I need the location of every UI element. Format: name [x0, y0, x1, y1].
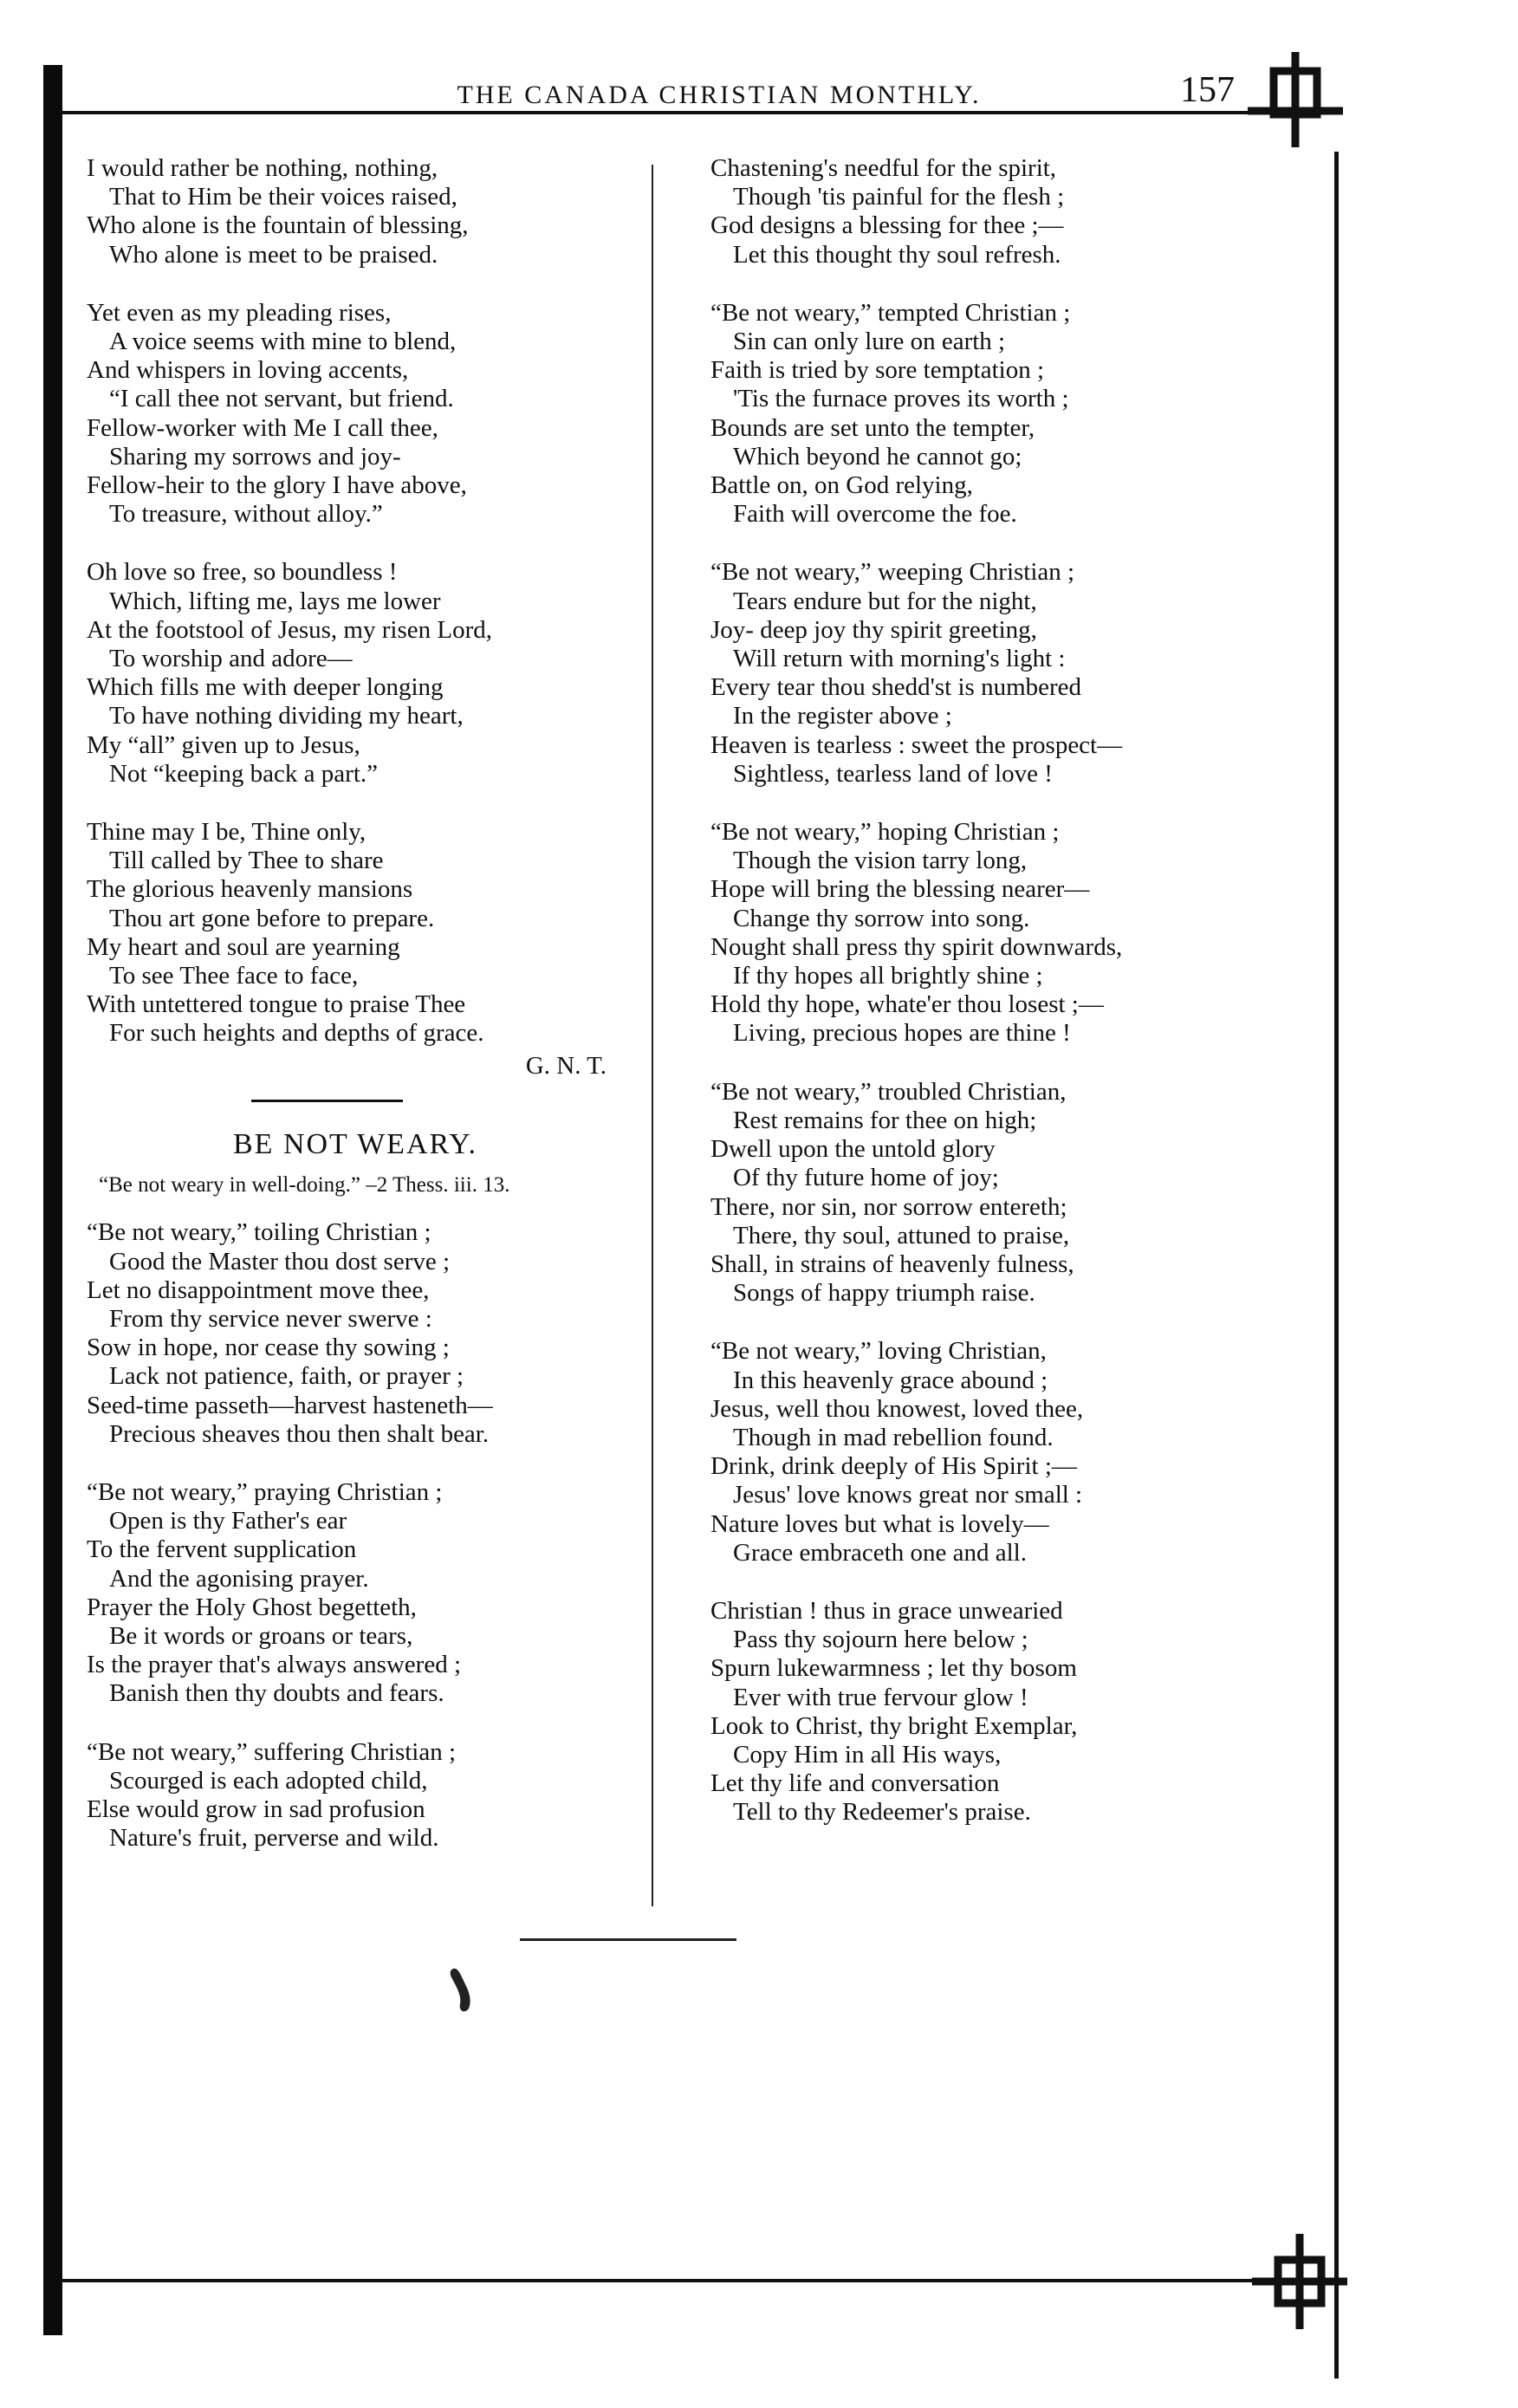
- poem2-stanza: [87, 1218, 624, 1449]
- verse-line: Living, precious hopes are thine !: [733, 1019, 1071, 1048]
- verse-line: And the agonising prayer.: [109, 1564, 369, 1593]
- poem2-stanza: [87, 1738, 624, 1853]
- verse-line: With untettered tongue to praise Thee: [87, 990, 466, 1019]
- verse-line: Joy- deep joy thy spirit greeting,: [710, 615, 1037, 644]
- verse-line: A voice seems with mine to blend,: [109, 328, 457, 356]
- verse-line: Bounds are set unto the tempter,: [710, 413, 1035, 442]
- verse-line: Till called by Thee to share: [109, 847, 384, 875]
- verse-line: Look to Christ, thy bright Exemplar,: [710, 1711, 1078, 1740]
- verse-line: “Be not weary,” weeping Christian ;: [710, 558, 1075, 587]
- poem2-stanza: [87, 1478, 624, 1709]
- verse-line: Sow in hope, nor cease thy sowing ;: [87, 1334, 450, 1362]
- poem2-stanza: [710, 154, 1265, 269]
- verse-line: Fellow-worker with Me I call thee,: [87, 413, 438, 442]
- verse-line: Sightless, tearless land of love !: [733, 759, 1053, 788]
- verse-line: And whispers in loving accents,: [87, 356, 409, 385]
- verse-line: “Be not weary,” loving Christian,: [710, 1337, 1047, 1366]
- verse-line: Sin can only lure on earth ;: [733, 328, 1006, 356]
- verse-line: Though the vision tarry long,: [733, 847, 1028, 875]
- poem2-stanza: [710, 818, 1265, 1048]
- verse-line: To have nothing dividing my heart,: [109, 702, 464, 730]
- poem1-stanza: [87, 154, 624, 269]
- verse-line: Change thy sorrow into song.: [733, 904, 1030, 932]
- verse-line: Every tear thou shedd'st is numbered: [710, 673, 1082, 702]
- verse-line: If thy hopes all brightly shine ;: [733, 962, 1043, 990]
- verse-line: My “all” given up to Jesus,: [87, 730, 360, 759]
- verse-line: Prayer the Holy Ghost begetteth,: [87, 1593, 417, 1621]
- verse-line: Spurn lukewarmness ; let thy bosom: [710, 1654, 1077, 1683]
- verse-line: For such heights and depths of grace.: [109, 1019, 484, 1048]
- verse-line: “Be not weary,” hoping Christian ;: [710, 818, 1060, 847]
- corner-ornament-bottom-right: [1252, 2234, 1347, 2329]
- poem1-stanza: [87, 558, 624, 789]
- verse-line: Heaven is tearless : sweet the prospect—: [710, 730, 1123, 759]
- verse-line: The glorious heavenly mansions: [87, 875, 413, 904]
- verse-line: Let thy life and conversation: [710, 1769, 1000, 1798]
- verse-line: Good the Master thou dost serve ;: [109, 1247, 451, 1275]
- verse-line: From thy service never swerve :: [109, 1304, 432, 1333]
- right-column: [710, 154, 1265, 1857]
- verse-line: Be it words or groans or tears,: [109, 1621, 413, 1650]
- verse-line: Pass thy sojourn here below ;: [733, 1626, 1028, 1654]
- verse-line: Which fills me with deeper longing: [87, 673, 444, 702]
- verse-line: Christian ! thus in grace unwearied: [710, 1596, 1063, 1625]
- verse-line: To worship and adore—: [109, 645, 353, 673]
- verse-line: “Be not weary,” toiling Christian ;: [87, 1218, 431, 1247]
- verse-line: Shall, in strains of heavenly fulness,: [710, 1249, 1074, 1278]
- verse-line: Of thy future home of joy;: [733, 1164, 999, 1192]
- verse-line: Who alone is meet to be praised.: [109, 240, 438, 269]
- verse-line: “Be not weary,” troubled Christian,: [710, 1077, 1067, 1106]
- poem-signature: G. N. T.: [525, 1051, 607, 1080]
- verse-line: Open is thy Father's ear: [109, 1507, 347, 1535]
- section-divider: [251, 1100, 403, 1102]
- poem2-stanza: [710, 558, 1265, 789]
- poem2-stanza: [710, 1078, 1265, 1308]
- verse-line: Not “keeping back a part.”: [109, 759, 378, 788]
- verse-line: Fellow-heir to the glory I have above,: [87, 471, 467, 500]
- verse-line: “Be not weary,” praying Christian ;: [87, 1477, 443, 1506]
- verse-line: To treasure, without alloy.”: [109, 500, 383, 529]
- verse-line: My heart and soul are yearning: [87, 932, 400, 961]
- verse-line: Yet even as my pleading rises,: [87, 298, 392, 327]
- verse-line: Rest remains for thee on high;: [733, 1106, 1037, 1134]
- end-of-article-rule: [520, 1938, 736, 1941]
- verse-line: Tears endure but for the night,: [733, 587, 1037, 615]
- verse-line: Chastening's needful for the spirit,: [710, 154, 1057, 182]
- verse-line: At the footstool of Jesus, my risen Lord,: [87, 615, 492, 644]
- verse-line: Which beyond he cannot go;: [733, 442, 1022, 471]
- poem2-stanza: [710, 1337, 1265, 1567]
- verse-line: Else would grow in sad profusion: [87, 1795, 425, 1823]
- verse-line: Thine may I be, Thine only,: [87, 818, 367, 847]
- verse-line: Grace embraceth one and all.: [733, 1538, 1027, 1567]
- verse-line: Is the prayer that's always answered ;: [87, 1651, 462, 1679]
- verse-line: “I call thee not servant, but friend.: [109, 385, 454, 413]
- verse-line: Ever with true fervour glow !: [733, 1683, 1028, 1711]
- verse-line: Who alone is the fountain of blessing,: [87, 211, 469, 240]
- poem2-stanza: [710, 299, 1265, 529]
- verse-line: Banish then thy doubts and fears.: [109, 1679, 444, 1708]
- verse-line: Which, lifting me, lays me lower: [109, 587, 441, 615]
- verse-line: Nought shall press thy spirit downwards,: [710, 932, 1123, 961]
- footer-rule: [61, 2279, 1300, 2282]
- verse-line: Battle on, on God relying,: [710, 471, 973, 500]
- verse-line: There, thy soul, attuned to praise,: [733, 1221, 1070, 1249]
- left-margin-rule: [43, 65, 62, 2335]
- ink-blot: [446, 1965, 481, 2017]
- verse-line: Seed-time passeth—harvest hasteneth—: [87, 1391, 493, 1419]
- verse-line: Tell to thy Redeemer's praise.: [733, 1798, 1031, 1827]
- poem-title: BE NOT WEARY.: [233, 1127, 477, 1160]
- verse-line: Nature's fruit, perverse and wild.: [109, 1824, 439, 1853]
- verse-line: Though in mad rebellion found.: [733, 1423, 1054, 1451]
- verse-line: Oh love so free, so boundless !: [87, 558, 398, 587]
- verse-line: 'Tis the furnace proves its worth ;: [733, 385, 1069, 413]
- verse-line: Let this thought thy soul refresh.: [733, 240, 1061, 269]
- verse-line: Hope will bring the blessing nearer—: [710, 875, 1090, 904]
- poem-epigraph: “Be not weary in well-doing.” –2 Thess. iii. 13.: [99, 1173, 510, 1198]
- verse-line: Jesus' love knows great nor small :: [733, 1481, 1083, 1509]
- verse-line: Let no disappointment move thee,: [87, 1275, 430, 1304]
- right-margin-rule: [1334, 152, 1339, 2379]
- verse-line: Will return with morning's light :: [733, 645, 1066, 673]
- corner-ornament-top-right: [1248, 52, 1343, 147]
- verse-line: Nature loves but what is lovely—: [710, 1509, 1049, 1538]
- verse-line: Precious sheaves thou then shalt bear.: [109, 1419, 490, 1448]
- page-number: 157: [1180, 70, 1235, 110]
- header-rule: [61, 111, 1291, 114]
- verse-line: “Be not weary,” suffering Christian ;: [87, 1737, 457, 1766]
- verse-line: Though 'tis painful for the flesh ;: [733, 183, 1065, 211]
- poem1-stanza: [87, 299, 624, 529]
- verse-line: In the register above ;: [733, 702, 952, 730]
- verse-line: I would rather be nothing, nothing,: [87, 154, 438, 182]
- left-column: [87, 154, 624, 1882]
- verse-line: Scourged is each adopted child,: [109, 1766, 428, 1795]
- verse-line: Songs of happy triumph raise.: [733, 1279, 1035, 1308]
- verse-line: God designs a blessing for thee ;—: [710, 211, 1064, 240]
- verse-line: Faith is tried by sore temptation ;: [710, 356, 1045, 385]
- verse-line: Dwell upon the untold glory: [710, 1135, 996, 1164]
- verse-line: Sharing my sorrows and joy-: [109, 442, 401, 471]
- poem2-stanza: [710, 1597, 1265, 1827]
- verse-line: That to Him be their voices raised,: [109, 183, 457, 211]
- verse-line: To see Thee face to face,: [109, 962, 359, 990]
- verse-line: Jesus, well thou knowest, loved thee,: [710, 1394, 1084, 1423]
- verse-line: To the fervent supplication: [87, 1535, 357, 1564]
- verse-line: Lack not patience, faith, or prayer ;: [109, 1362, 464, 1391]
- verse-line: Copy Him in all His ways,: [733, 1740, 1002, 1769]
- verse-line: Thou art gone before to prepare.: [109, 904, 435, 932]
- verse-line: “Be not weary,” tempted Christian ;: [710, 298, 1071, 327]
- poem1-stanza: [87, 818, 624, 1048]
- verse-line: Faith will overcome the foe.: [733, 500, 1017, 529]
- running-header-title: THE CANADA CHRISTIAN MONTHLY.: [457, 81, 982, 109]
- verse-line: Hold thy hope, whate'er thou losest ;—: [710, 990, 1104, 1019]
- column-divider: [652, 165, 653, 1906]
- verse-line: Drink, drink deeply of His Spirit ;—: [710, 1452, 1077, 1481]
- verse-line: There, nor sin, nor sorrow entereth;: [710, 1192, 1067, 1221]
- verse-line: In this heavenly grace abound ;: [733, 1366, 1048, 1394]
